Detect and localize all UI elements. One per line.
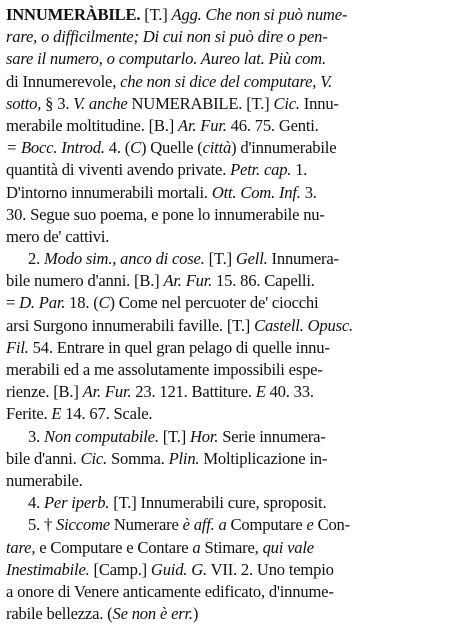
text-segment: Agg. Che non si può nume- bbox=[171, 5, 348, 24]
text-segment: D. Par. bbox=[19, 293, 66, 313]
text-segment: UMERABILE bbox=[143, 93, 239, 113]
text-segment: Ar. Fur. bbox=[82, 382, 132, 402]
text-line bbox=[6, 159, 458, 181]
text-segment: Ott. Com. Inf. bbox=[211, 182, 301, 202]
text-segment: Ar. Fur. bbox=[178, 115, 227, 135]
text-segment: Stimare, bbox=[200, 537, 263, 557]
text-line bbox=[6, 603, 458, 625]
text-segment: ) d'innumerabile bbox=[231, 138, 337, 158]
text-segment: bile numero d'anni. [B.] bbox=[6, 271, 164, 291]
text-segment: 2. bbox=[28, 249, 44, 269]
text-segment: Moltiplicazione in- bbox=[199, 448, 328, 468]
text-segment: C bbox=[130, 138, 141, 158]
text-segment: E bbox=[51, 404, 62, 424]
text-segment: Ar. Fur. bbox=[163, 271, 213, 291]
text-line bbox=[6, 359, 458, 381]
text-segment: Se non è err. bbox=[112, 604, 193, 624]
text-segment: 54. Entrare in quel gran pelago di quelle innu- bbox=[28, 337, 330, 357]
text-segment: Innu- bbox=[299, 93, 339, 113]
text-segment: N bbox=[127, 93, 144, 113]
text-segment: § 3. bbox=[41, 93, 74, 113]
text-segment: Innumera- bbox=[267, 249, 339, 269]
text-segment: Gell. bbox=[235, 249, 268, 269]
text-line bbox=[6, 514, 458, 536]
text-segment: Numerare bbox=[109, 515, 183, 535]
text-segment: 23. 121. Battiture. bbox=[131, 382, 256, 402]
text-segment: sare il numero, o computarlo. Aureo lat. Più com. bbox=[6, 49, 326, 69]
text-segment: ) Quelle ( bbox=[140, 138, 203, 158]
text-segment: merabile moltitudine. [B.] bbox=[6, 115, 179, 135]
text-segment: e bbox=[306, 515, 314, 535]
text-line bbox=[6, 448, 458, 470]
text-segment: Hor. bbox=[190, 426, 219, 446]
text-segment: [T.] bbox=[204, 249, 236, 269]
text-segment: C bbox=[98, 293, 110, 313]
text-segment: qui vale bbox=[262, 537, 314, 557]
text-line bbox=[6, 48, 458, 70]
text-segment: Non computabile. bbox=[44, 426, 159, 446]
text-line bbox=[6, 248, 458, 270]
text-segment: [T.] bbox=[158, 426, 190, 446]
text-segment: città bbox=[202, 138, 232, 158]
text-segment: è aff. a bbox=[182, 515, 227, 535]
text-segment: Modo sim., anco di cose. bbox=[44, 249, 205, 269]
text-segment: 15. 86. Capelli. bbox=[212, 271, 315, 291]
text-segment: 46. 75. Genti. bbox=[226, 115, 319, 135]
text-line bbox=[6, 337, 458, 359]
text-segment: [T.] bbox=[140, 5, 172, 24]
text-segment: 5. † bbox=[28, 515, 57, 535]
text-segment: Fil. bbox=[6, 337, 29, 357]
text-line bbox=[6, 426, 458, 448]
text-line bbox=[6, 4, 458, 26]
text-line bbox=[6, 315, 458, 337]
text-segment: E bbox=[255, 382, 266, 402]
text-line bbox=[6, 204, 458, 226]
text-line bbox=[6, 226, 458, 248]
text-segment: [Camp.] bbox=[89, 559, 151, 579]
text-segment: rienze. [B.] bbox=[6, 382, 83, 402]
text-segment: Per iperb. bbox=[44, 493, 110, 513]
text-segment: [T.] Innumerabili cure, sproposit. bbox=[109, 493, 327, 513]
text-segment: arsi Surgono innumerabili faville. [T.] bbox=[6, 315, 255, 335]
text-segment: . [T.] bbox=[238, 93, 274, 113]
text-line bbox=[6, 93, 458, 115]
text-segment: Petr. cap. bbox=[230, 160, 292, 180]
text-line bbox=[6, 292, 458, 314]
text-segment: Guid. G. bbox=[150, 559, 207, 579]
text-segment: Somma. bbox=[107, 448, 169, 468]
text-segment: che non si dice del computare, V. bbox=[120, 71, 332, 91]
text-line bbox=[6, 470, 458, 492]
text-segment: sotto, bbox=[6, 93, 42, 113]
text-segment: a onore di Venere anticamente edificato, d'innume- bbox=[6, 581, 334, 601]
text-segment: D'intorno innumerabili mortali. bbox=[6, 182, 212, 202]
text-segment: Siccome bbox=[56, 515, 110, 535]
text-line bbox=[6, 381, 458, 403]
text-segment: 3. bbox=[300, 182, 317, 202]
text-segment: 30. Segue suo poema, e pone lo innumerabile nu- bbox=[6, 204, 325, 224]
text-segment: Computare bbox=[226, 515, 307, 535]
text-segment: Serie innumera- bbox=[218, 426, 326, 446]
text-line bbox=[6, 270, 458, 292]
text-segment: e Computare e Contare bbox=[35, 537, 193, 557]
text-segment: numerabile. bbox=[6, 470, 83, 490]
text-segment: rabile bellezza. ( bbox=[6, 604, 113, 624]
text-segment: tare, bbox=[6, 537, 36, 557]
text-segment: Plin. bbox=[168, 448, 200, 468]
text-segment: bile d'anni. bbox=[6, 448, 81, 468]
text-line bbox=[6, 537, 458, 559]
headword: INNUMERÀBILE. bbox=[6, 5, 141, 24]
text-segment: quantità di viventi avendo private. bbox=[6, 160, 231, 180]
text-segment: V. anche bbox=[73, 93, 128, 113]
text-segment: mero de' cattivi. bbox=[6, 226, 110, 246]
text-segment: = bbox=[6, 293, 20, 313]
text-segment: VII. 2. Uno tempio bbox=[206, 559, 334, 579]
text-segment: 1. bbox=[291, 160, 308, 180]
text-segment: Cic. bbox=[80, 448, 107, 468]
text-segment: Castell. Opusc. bbox=[254, 315, 353, 335]
text-line bbox=[6, 182, 458, 204]
text-segment: Con- bbox=[313, 515, 350, 535]
text-segment: 3. bbox=[28, 426, 44, 446]
text-line bbox=[6, 115, 458, 137]
text-segment: Inestimabile. bbox=[6, 559, 90, 579]
text-line bbox=[6, 137, 458, 159]
text-segment: rare, o difficilmente; Di cui non si può dire o pen- bbox=[6, 27, 328, 47]
text-segment: di Innumerevole, bbox=[6, 71, 121, 91]
text-segment: 4. ( bbox=[104, 138, 131, 158]
text-segment: ) bbox=[192, 604, 199, 624]
text-line bbox=[6, 26, 458, 48]
entry-text bbox=[6, 4, 458, 625]
text-segment: merabili ed a me assolutamente impossibili espe- bbox=[6, 360, 323, 379]
text-segment: Cic. bbox=[273, 93, 300, 113]
text-segment: Ferite. bbox=[6, 404, 52, 424]
text-segment: 40. 33. bbox=[265, 382, 314, 402]
text-segment: 14. 67. Scale. bbox=[61, 404, 153, 424]
text-line bbox=[6, 492, 458, 514]
text-segment: a bbox=[192, 537, 201, 557]
text-line bbox=[6, 559, 458, 581]
text-segment: = Bocc. Introd. bbox=[6, 138, 105, 158]
text-line bbox=[6, 403, 458, 425]
text-segment: ) Come nel percuoter de' ciocchi bbox=[109, 293, 319, 313]
text-line bbox=[6, 71, 458, 93]
text-segment: 18. ( bbox=[65, 293, 99, 313]
text-segment: 4. bbox=[28, 493, 44, 513]
